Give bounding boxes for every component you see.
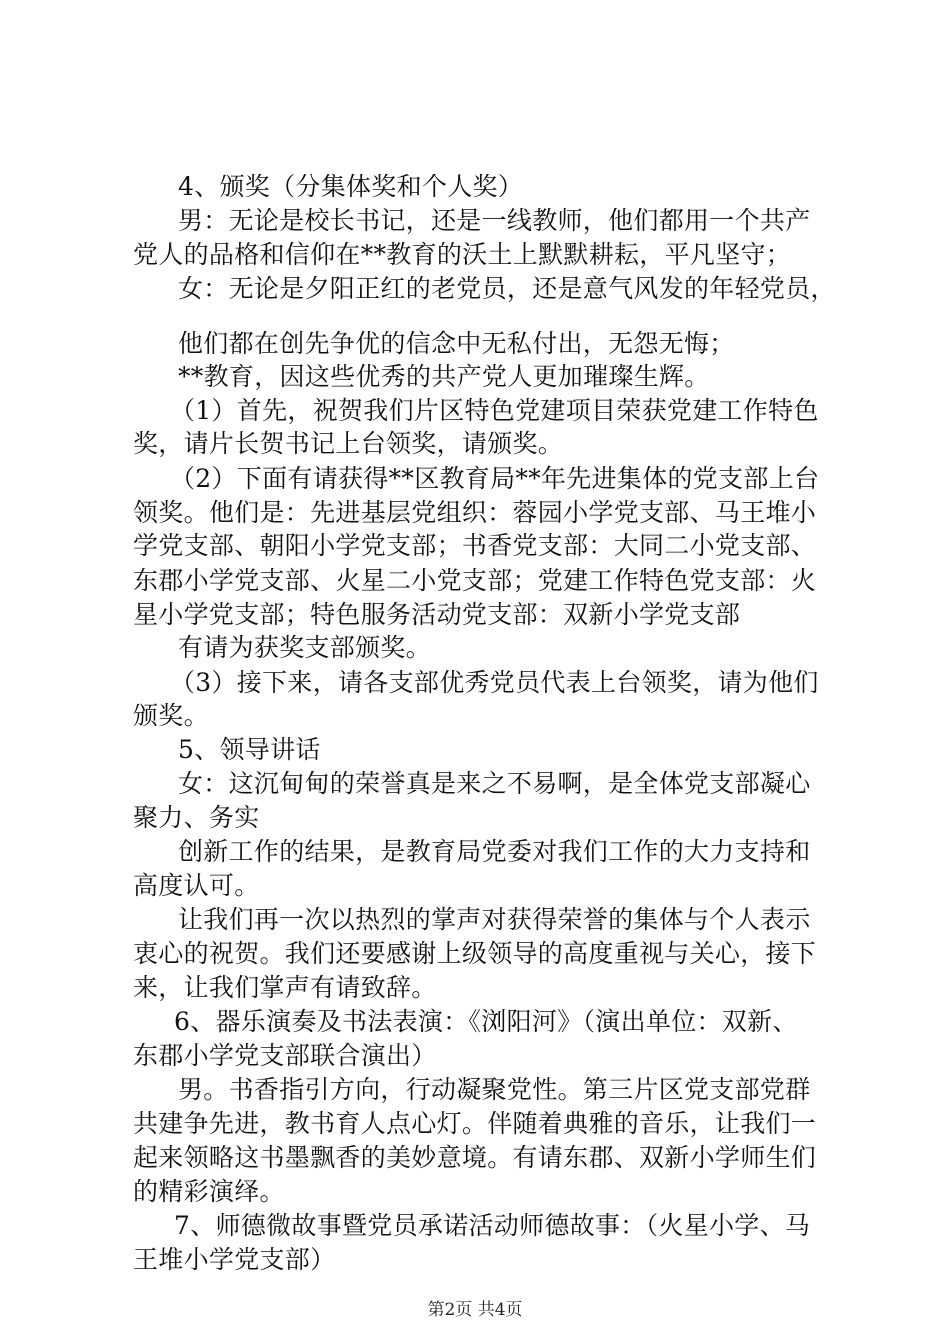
text-line: 4、颁奖（分集体奖和个人奖） [178,172,524,201]
text-line: 聚力、务实 [133,803,260,832]
text-line: 5、领导讲话 [178,735,321,764]
text-line: 东郡小学党支部联合演出） [133,1041,437,1070]
text-line: 奖，请片长贺书记上台领奖，请颁奖。 [133,429,564,458]
text-line: 党人的品格和信仰在**教育的沃土上默默耕耘，平凡坚守； [133,240,792,269]
text-line: 衷心的祝贺。我们还要感谢上级领导的高度重视与关心，接下 [133,939,817,968]
text-line: （3）接下来，请各支部优秀党员代表上台领奖，请为他们 [170,668,819,697]
text-line: 女：这沉甸甸的荣誉真是来之不易啊，是全体党支部凝心 [178,769,811,798]
page-number: 第2页 共4页 [427,1300,523,1320]
text-line: 男。书香指引方向，行动凝聚党性。第三片区党支部党群 [178,1075,811,1104]
text-line: **教育，因这些优秀的共产党人更加璀璨生辉。 [178,362,710,391]
text-line: 高度认可。 [133,871,260,900]
text-line: 共建争先进，教书育人点心灯。伴随着典雅的音乐，让我们一 [133,1109,817,1138]
text-line: 男：无论是校长书记，还是一线教师，他们都用一个共产 [178,206,811,235]
text-line: 学党支部、朝阳小学党支部；书香党支部：大同二小党支部、 [133,531,817,560]
text-line: 东郡小学党支部、火星二小党支部；党建工作特色党支部：火 [133,566,817,595]
text-line: 6、器乐演奏及书法表演：《浏阳河》（演出单位：双新、 [174,1007,798,1036]
text-line: 领奖。他们是：先进基层党组织：蓉园小学党支部、马王堆小 [133,498,817,527]
text-line: 星小学党支部；特色服务活动党支部：双新小学党支部 [133,600,741,629]
text-line: 7、师德微故事暨党员承诺活动师德故事：（火星小学、马 [174,1211,811,1240]
text-line: 有请为获奖支部颁奖。 [178,633,432,662]
text-line: 女：无论是夕阳正红的老党员，还是意气风发的年轻党员， [178,274,836,303]
text-line: 他们都在创先争优的信念中无私付出，无怨无悔； [178,329,735,358]
text-line: 王堆小学党支部） [133,1245,336,1274]
text-line: 的精彩演绎。 [133,1177,285,1206]
text-line: （1）首先，祝贺我们片区特色党建项目荣获党建工作特色 [170,396,819,425]
text-line: 让我们再一次以热烈的掌声对获得荣誉的集体与个人表示 [178,905,811,934]
text-line: 颁奖。 [133,701,209,730]
text-line: 起来领略这书墨飘香的美妙意境。有请东郡、双新小学师生们 [133,1143,817,1172]
text-line: （2）下面有请获得**区教育局**年先进集体的党支部上台 [170,464,820,493]
text-line: 来，让我们掌声有请致辞。 [133,973,437,1002]
text-line: 创新工作的结果，是教育局党委对我们工作的大力支持和 [178,837,811,866]
